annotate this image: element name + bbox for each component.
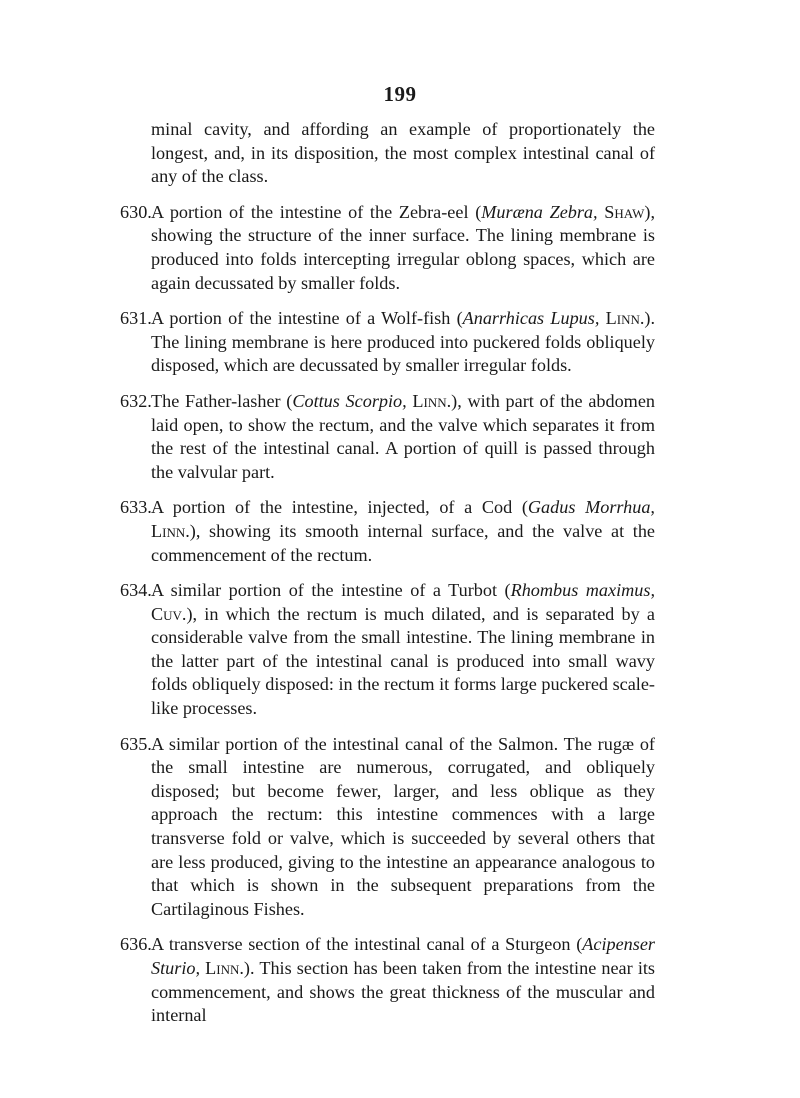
entry-text-part: A transverse section of the intestinal canal of a Sturgeon ( [151, 934, 583, 955]
catalogue-entry-631 [120, 307, 655, 378]
entry-text [151, 201, 655, 295]
intro-paragraph: minal cavity, and affording an example of proportionately the longest, and, in its disposition, the most complex intestinal canal of any of the class. [151, 119, 655, 187]
entry-text [151, 579, 655, 721]
entry-number: 635. [120, 733, 152, 754]
latin-name: Gadus Morrhua, [527, 497, 655, 518]
entry-text-part: ), showing its smooth internal surface, and the valve at the commencement of the rectum. [151, 520, 655, 565]
catalogue-entry-632 [120, 390, 655, 484]
entry-number: 631. [120, 308, 152, 329]
authority: Linn. [151, 520, 190, 541]
entry-text-part: A portion of the intestine of a Wolf-fish ( [151, 308, 463, 329]
entry-text-part: The Father-lasher ( [151, 390, 293, 411]
entry-text-part: ), with part of the abdomen laid open, to show the rectum, and the valve which separates it from the rest of the intestinal canal. A portion of quill is passed through the valvular part. [151, 390, 655, 482]
entry-number: 633. [120, 497, 152, 518]
entry-text-part: A portion of the intestine of the Zebra-eel ( [151, 201, 482, 222]
entry-text [151, 933, 655, 1027]
entry-text-part: ). The lining membrane is here produced into puckered folds obliquely disposed, which are decussated by smaller irregular folds. [151, 308, 655, 376]
entry-number: 636. [120, 934, 152, 955]
catalogue-entry-635 [120, 733, 655, 922]
entry-number: 634. [120, 580, 152, 601]
entry-number: 630. [120, 201, 152, 222]
latin-name: Rhombus maximus, [510, 580, 656, 601]
latin-name: Cottus Scorpio, [292, 390, 407, 411]
catalogue-entry-630 [120, 201, 655, 295]
entry-text-part: A portion of the intestine, injected, of a Cod ( [151, 497, 528, 518]
latin-name: Anarrhicas Lupus, [462, 308, 600, 329]
page-body [120, 118, 655, 1040]
authority: Linn. [412, 390, 452, 411]
entry-text-part: ), in which the rectum is much dilated, and is separated by a considerable valve from the small intestine. The lining membrane in the latter part of the intestinal canal is produced into small wavy folds obliquely disposed: in the rectum it forms large puckered scale-like processes. [151, 603, 655, 719]
entry-text [151, 307, 655, 378]
entry-text-part: ). This section has been taken from the intestine near its commencement, and shows the great thickness of the muscular and internal [151, 958, 656, 1026]
authority: Cuv. [151, 603, 187, 624]
latin-name: Acipenser Sturio, [151, 934, 655, 978]
entry-text-part: ), showing the structure of the inner surface. The lining membrane is produced into folds intercepting irregular oblong spaces, which are again decussated by smaller folds. [151, 201, 655, 293]
entry-number: 632. [120, 390, 152, 411]
catalogue-entry-634 [120, 579, 655, 721]
authority: Linn. [605, 308, 645, 329]
entry-text: A similar portion of the intestinal canal of the Salmon. The rugæ of the small intestine are numerous, corrugated, and obliquely disposed; but become fewer, larger, and less oblique as they approach the rectum: this intestine commences with a large transverse fold or valve, which is succeeded by several others that are less produced, giving to the intestine an appearance analogous to that which is shown in the subsequent preparations from the Cartilaginous Fishes. [151, 733, 655, 919]
catalogue-entry-633 [120, 496, 655, 567]
entry-text [151, 390, 655, 484]
entry-text-part: A similar portion of the intestine of a Turbot ( [151, 580, 511, 601]
catalogue-entry-636 [120, 933, 655, 1027]
authority: Linn. [205, 958, 244, 978]
authority: Shaw [604, 201, 645, 222]
entry-text [151, 496, 655, 567]
page-number: 199 [383, 82, 417, 106]
latin-name: Muræna Zebra, [481, 201, 598, 222]
